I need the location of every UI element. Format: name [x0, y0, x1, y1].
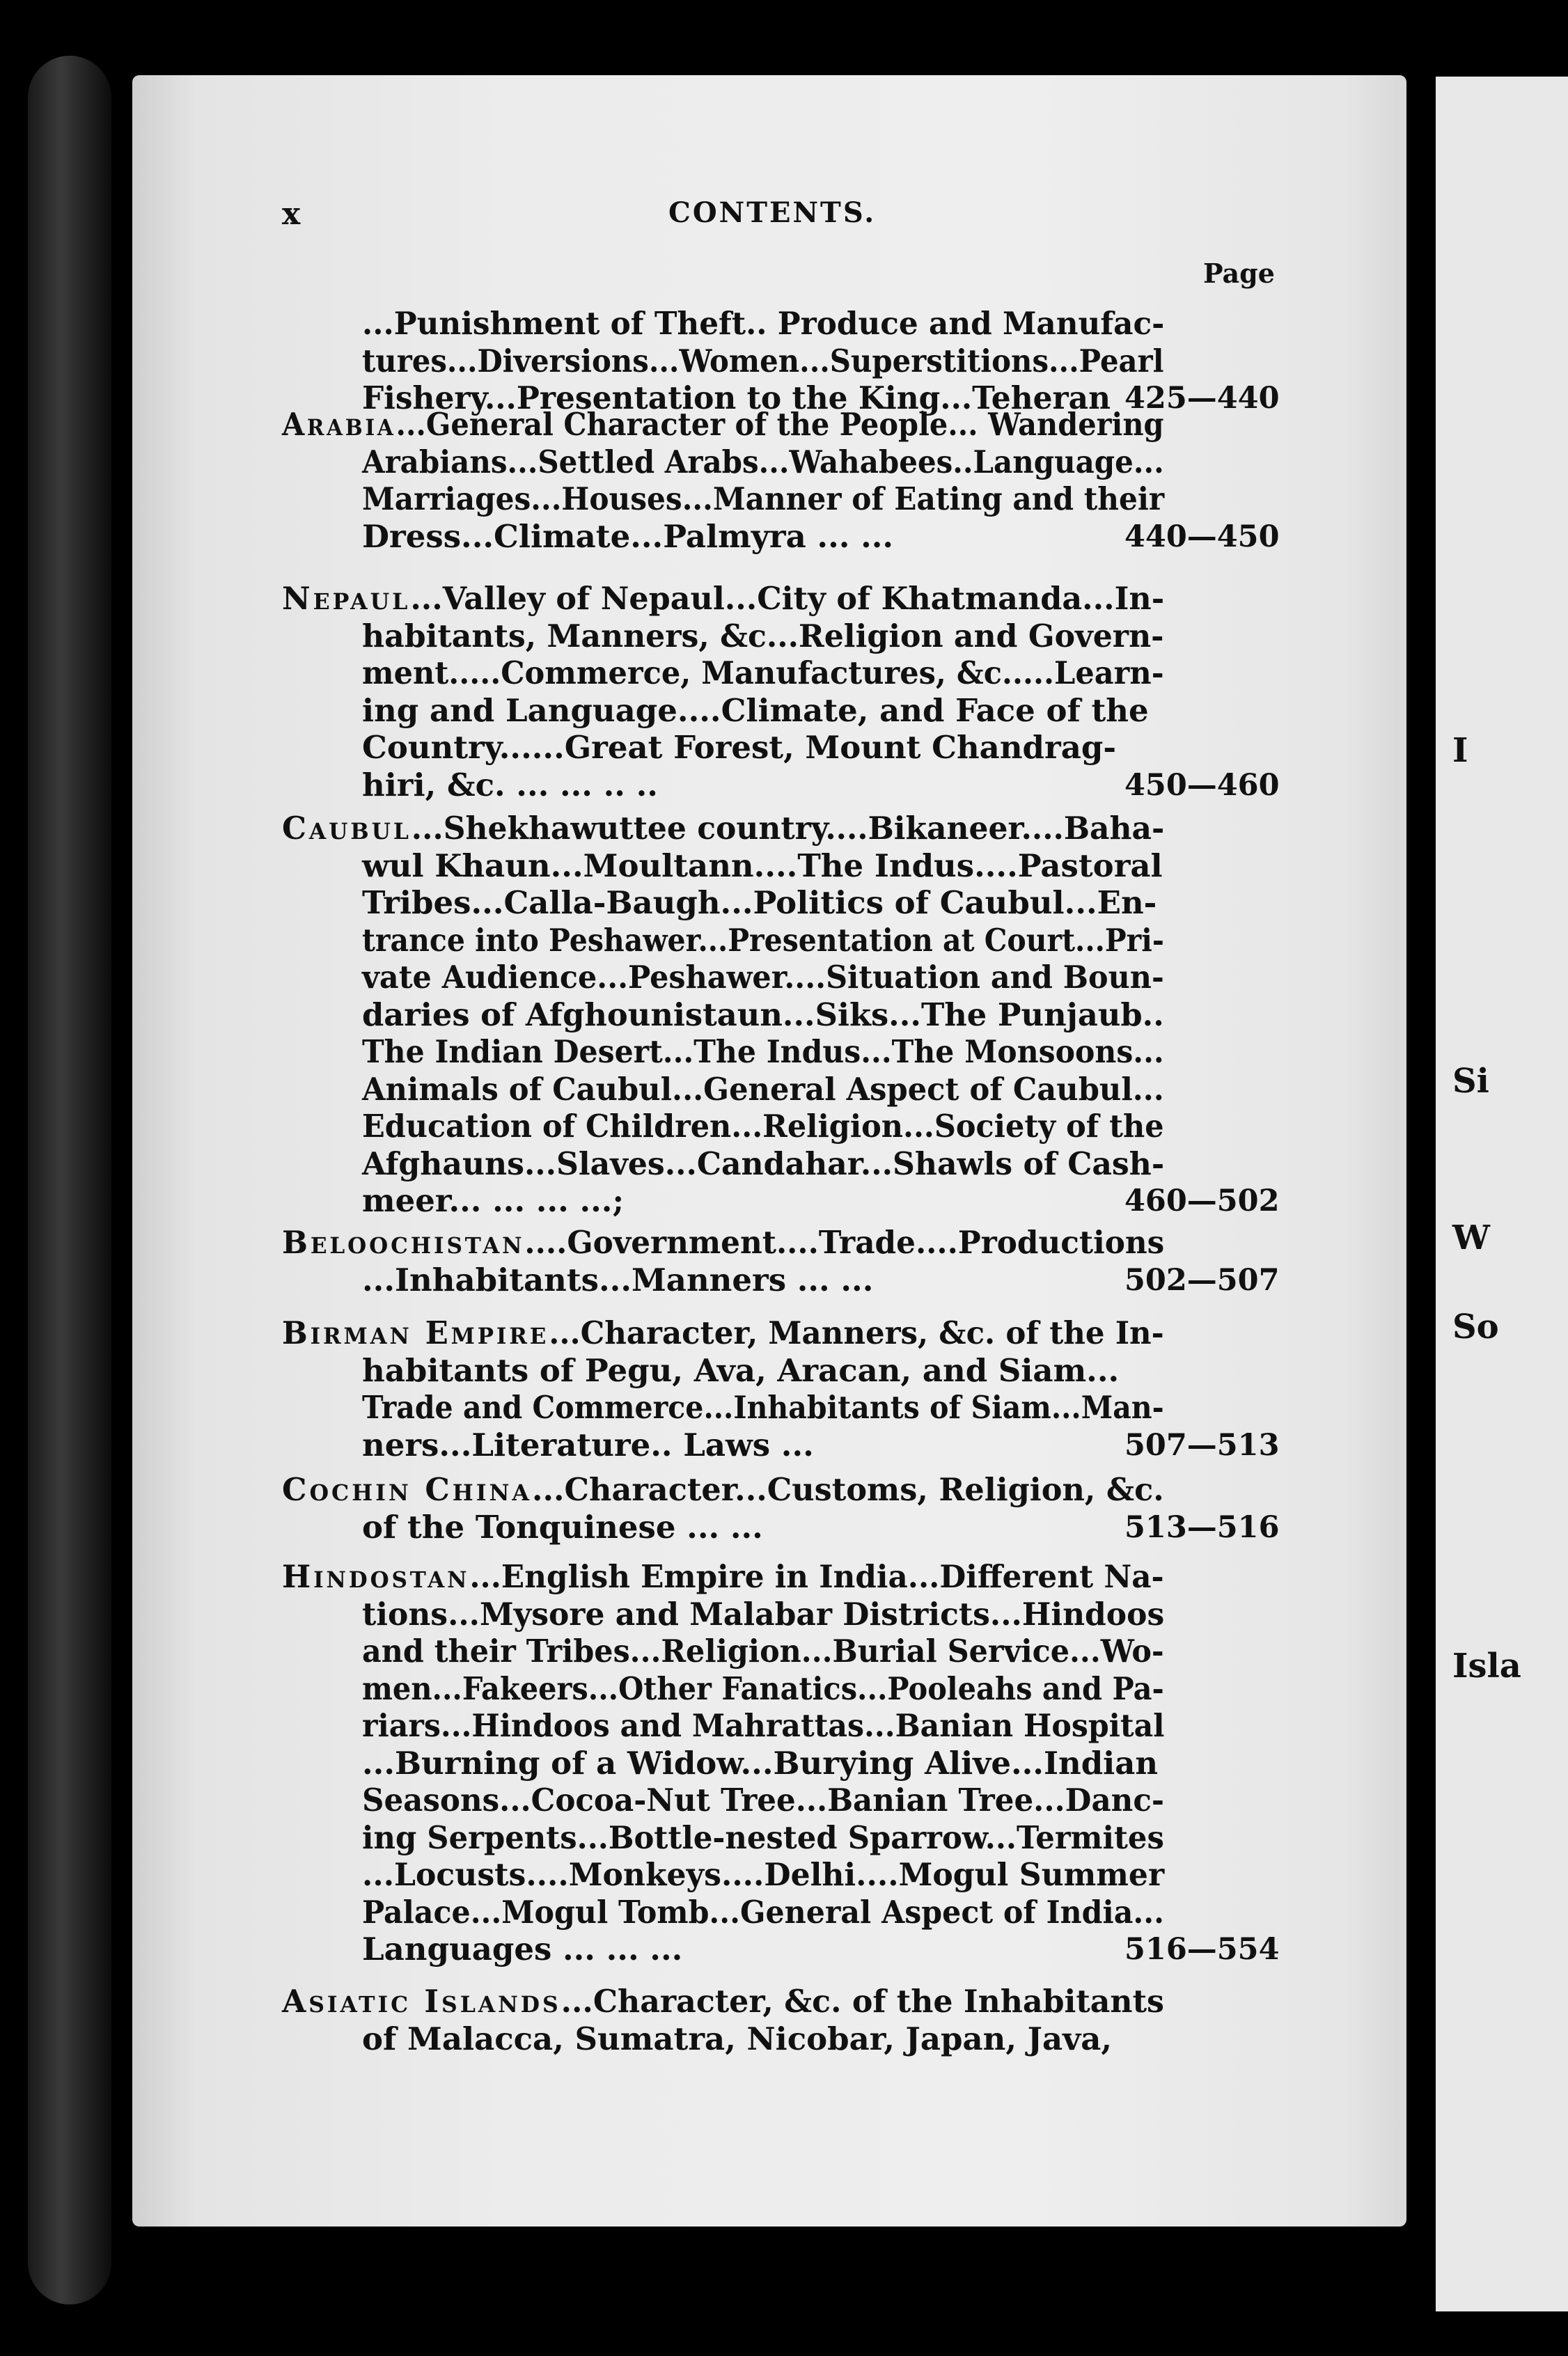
- entry-text: of the Tonquinese ... ...: [362, 1508, 763, 1546]
- page-range: 513—516: [1124, 1509, 1280, 1545]
- entry-line: [282, 578, 1165, 620]
- entry-line: [362, 1350, 1164, 1392]
- adjacent-page-fragment: W: [1452, 1218, 1490, 1257]
- page-range: 507—513: [1124, 1427, 1280, 1463]
- entry-line: [362, 690, 1164, 732]
- entry-line: [362, 1069, 1164, 1110]
- entry-line: [362, 1031, 1164, 1073]
- entry-text: ...Character, Manners, &c. of the In-: [549, 1314, 1164, 1351]
- entry-line: [362, 303, 1165, 345]
- entry-line: [362, 1387, 1164, 1429]
- entry-heading: Asiatic Islands: [282, 1983, 561, 2020]
- entry-line: [282, 1222, 1165, 1264]
- entry-line: [282, 1981, 1164, 2023]
- entry-text: ners...Literature.. Laws ...: [362, 1426, 814, 1463]
- entry-line: [362, 1106, 1164, 1147]
- running-title: CONTENTS.: [668, 196, 877, 229]
- page-range: 516—554: [1124, 1932, 1280, 1967]
- entry-text: ...Locusts....Monkeys....Delhi....Mogul Summer: [362, 1856, 1165, 1893]
- entry-line: [362, 516, 893, 558]
- entry-text: ...Burning of a Widow...Burying Alive...Indian: [362, 1744, 1159, 1782]
- entry-heading: Cochin China: [282, 1471, 532, 1508]
- entry-line: [362, 2018, 1164, 2060]
- entry-text: ....Government....Trade....Productions: [524, 1224, 1165, 1261]
- entry-text: Arabians...Settled Arabs...Wahabees..Language...: [362, 443, 1164, 480]
- entry-line: [362, 1743, 1164, 1784]
- entry-text: meer... ... ... ...;: [362, 1182, 625, 1219]
- entry-text: Education of Children...Religion...Society of the: [362, 1108, 1164, 1145]
- entry-line: [362, 615, 1164, 657]
- entry-heading: Beloochistan: [282, 1224, 525, 1261]
- entry-line: [362, 845, 1164, 887]
- entry-line: [362, 478, 1165, 520]
- entry-text: Seasons...Cocoa-Nut Tree...Banian Tree...Danc-: [362, 1782, 1164, 1819]
- entry-text: Palace...Mogul Tomb...General Aspect of India...: [362, 1893, 1165, 1931]
- entry-text: daries of Afghounistaun...Siks...The Punjaub..: [362, 996, 1164, 1033]
- entry-line: [282, 404, 1164, 446]
- entry-line: [282, 1469, 1164, 1511]
- entry-line: [362, 1594, 1165, 1635]
- entry-line: [362, 727, 1164, 769]
- page-range: 425—440: [1124, 381, 1280, 416]
- entry-line: [362, 1705, 1165, 1747]
- adjacent-page-fragment: I: [1452, 731, 1468, 770]
- page-folio: x: [282, 196, 301, 232]
- entry-heading: Caubul: [282, 810, 411, 847]
- entry-text: ...General Character of the People... Wandering: [395, 406, 1164, 443]
- entry-text: Afghauns...Slaves...Candahar...Shawls of Cash-: [362, 1145, 1165, 1182]
- entry-line: [362, 882, 1164, 924]
- entry-text: habitants of Pegu, Ava, Aracan, and Siam...: [362, 1351, 1120, 1389]
- entry-heading: Hindostan: [282, 1558, 470, 1595]
- entry-line: [362, 1854, 1165, 1896]
- entry-line: [362, 1668, 1164, 1710]
- entry-text: ...Punishment of Theft.. Produce and Manufac-: [362, 305, 1165, 342]
- entry-line: [362, 441, 1164, 483]
- entry-text: Marriages...Houses...Manner of Eating and their: [362, 480, 1165, 517]
- entry-line: [362, 994, 1164, 1036]
- entry-text: ...Shekhawuttee country....Bikaneer....Baha-: [411, 810, 1165, 847]
- entry-text: Country......Great Forest, Mount Chandrag-: [362, 729, 1117, 766]
- entry-heading: Arabia: [282, 406, 396, 443]
- entry-text: ...Valley of Nepaul...City of Khatmanda...In-: [410, 580, 1165, 617]
- page-range: 460—502: [1124, 1184, 1280, 1218]
- entry-text: ...Inhabitants...Manners ... ...: [362, 1261, 874, 1298]
- entry-text: men...Fakeers...Other Fanatics...Pooleahs and Pa-: [362, 1670, 1164, 1707]
- entry-text: ing and Language....Climate, and Face of the: [362, 691, 1149, 729]
- entry-text: and their Tribes...Religion...Burial Service...Wo-: [362, 1633, 1164, 1670]
- entry-line: [362, 1817, 1164, 1859]
- entry-heading: Nepaul: [282, 580, 411, 617]
- entry-line: [362, 1892, 1165, 1933]
- entry-text: Fishery...Presentation to the King...Teheran: [362, 379, 1111, 416]
- entry-text: riars...Hindoos and Mahrattas...Banian Hospital: [362, 1707, 1165, 1744]
- entry-text: ment.....Commerce, Manufactures, &c.....Learn-: [362, 654, 1164, 691]
- entry-line: [362, 957, 1164, 998]
- adjacent-page-fragment: Si: [1452, 1062, 1489, 1101]
- book-spine-shadow: [28, 56, 111, 2304]
- entry-text: Trade and Commerce...Inhabitants of Siam...Man-: [362, 1389, 1164, 1426]
- entry-line: [362, 1180, 624, 1222]
- entry-text: tures...Diversions...Women...Superstitions...Pearl: [362, 342, 1164, 379]
- entry-text: ...English Empire in India...Different Na-: [469, 1558, 1164, 1595]
- entry-line: [362, 1507, 763, 1548]
- entry-text: Animals of Caubul...General Aspect of Caubul...: [362, 1070, 1164, 1108]
- adjacent-page-edge: [1436, 77, 1568, 2311]
- entry-text: tions...Mysore and Malabar Districts...Hindoos: [362, 1595, 1165, 1633]
- entry-text: trance into Peshawer...Presentation at Court...Pri-: [362, 921, 1164, 959]
- entry-text: hiri, &c. ... ... .. ..: [362, 766, 658, 803]
- entry-text: Tribes...Calla-Baugh...Politics of Caubul...En-: [362, 884, 1157, 921]
- adjacent-page-fragment: Isla: [1452, 1647, 1521, 1686]
- page-range: 440—450: [1124, 519, 1280, 554]
- entry-line: [282, 1312, 1164, 1354]
- entry-text: Dress...Climate...Palmyra ... ...: [362, 517, 894, 555]
- entry-text: ...Character, &c. of the Inhabitants: [560, 1983, 1164, 2020]
- entry-line: [362, 1631, 1164, 1672]
- entry-text: ing Serpents...Bottle-nested Sparrow...Termites: [362, 1819, 1164, 1856]
- entry-line: [362, 340, 1164, 382]
- page-range: 502—507: [1124, 1262, 1280, 1298]
- entry-line: [362, 920, 1164, 961]
- entry-text: habitants, Manners, &c...Religion and Govern-: [362, 617, 1164, 654]
- entry-text: The Indian Desert...The Indus...The Monsoons...: [362, 1033, 1164, 1070]
- entry-line: [362, 764, 658, 806]
- entry-line: [362, 1259, 873, 1301]
- entry-text: of Malacca, Sumatra, Nicobar, Japan, Java,: [362, 2020, 1113, 2057]
- entry-line: [362, 652, 1164, 694]
- page-range: 450—460: [1124, 767, 1280, 803]
- adjacent-page-fragment: So: [1452, 1307, 1499, 1346]
- entry-line: [362, 1780, 1164, 1821]
- entry-text: vate Audience...Peshawer....Situation and Boun-: [362, 959, 1164, 996]
- entry-text: ...Character...Customs, Religion, &c.: [531, 1471, 1164, 1508]
- entry-text: Languages ... ... ...: [362, 1931, 683, 1968]
- entry-heading: Birman Empire: [282, 1314, 549, 1351]
- entry-line: [282, 1556, 1164, 1598]
- entry-line: [362, 1929, 682, 1970]
- entry-text: wul Khaun...Moultann....The Indus....Pastoral: [362, 847, 1163, 884]
- entry-line: [282, 808, 1165, 849]
- page-column-label: Page: [1203, 258, 1275, 289]
- entry-line: [362, 1424, 814, 1466]
- entry-line: [362, 1143, 1165, 1185]
